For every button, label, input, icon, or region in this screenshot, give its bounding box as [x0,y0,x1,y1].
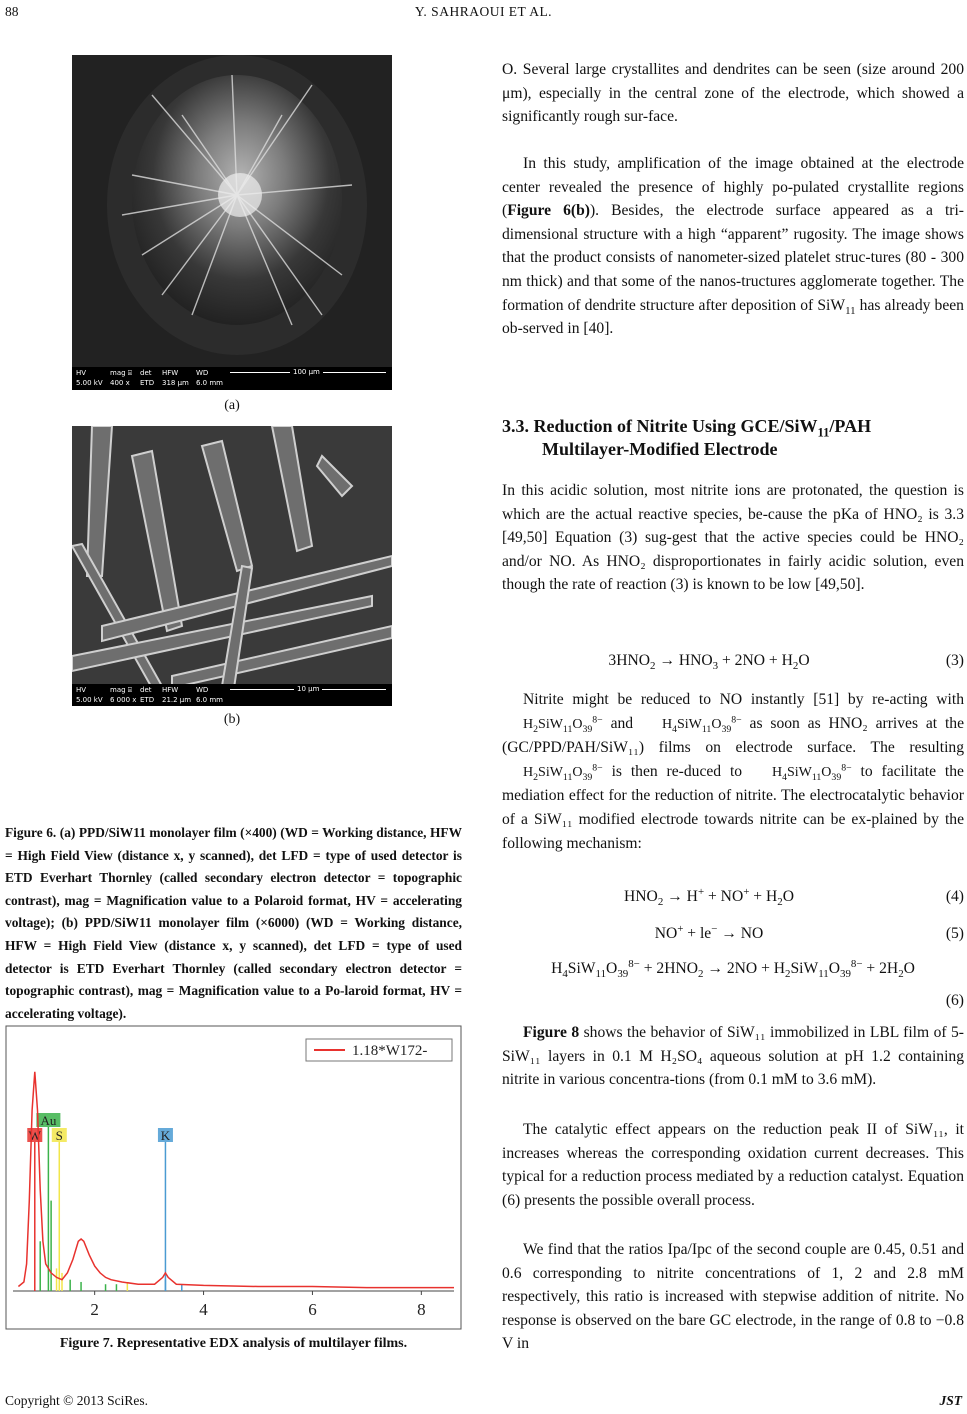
figure6-caption: Figure 6. (a) PPD/SiW11 monolayer film (×400) (WD = Working distance, HFW = High Field View (distance x, y scanned), det LFD = type of used detector is ETD Everhart Thornley (called secondary electron detector = topographic contrast), mag = Magnification value to a Polaroid format, HV = accelerating voltage); (b) PPD/SiW11 monolayer film (×6000) (WD = Working distance, HFW = High Field View (distance x, y scanned), det LFD = type of used detector is ETD Everhart Thornley (called secondary electron detector = topographic contrast), mag = Magnification value to a Po-laroid format, HV = accelerating voltage). [5,825,462,1021]
legend [306,1039,452,1061]
figure-6b-ref: Figure 6(b) [507,202,590,220]
equation-6-number-row [502,992,964,1016]
element-label-au: Au [40,1113,57,1128]
p4-text-c: is then re-duced to [611,762,743,780]
edx-chart [5,1025,462,1330]
equation-6-body: $H_4SiW_{11}O_{39}^{8-} + 2HNO_2 \to 2NO + H_2SiW_{11}O_{39}^{8-} + 2H_2O$ [551,957,915,981]
det-value: ETD [140,696,155,704]
element-label-w: W [28,1128,41,1143]
equation-5-number: (5) [945,925,964,942]
sem-databar-b [72,684,392,706]
copyright: Copyright © 2013 SciRes. [5,1393,149,1408]
paragraph-1-text: O. Several large crystallites and dendrites can be seen (size around 200 μm), especially in the central zone of the electrode, which showed a significantly rough sur-face. [502,61,964,126]
figure6a-caption: (a) [224,398,240,413]
element-label-k: K [160,1128,171,1143]
section-title-a: Reduction of Nitrite Using GCE/SiW [533,416,818,436]
section-heading [502,415,964,461]
equation-5-body: NO+ + le− → NO [654,922,764,942]
mag-value: 6 000 x [110,696,137,704]
x-tick-label: 2 [90,1300,99,1319]
mag-value: 400 x [110,379,130,387]
det-label: det [140,369,152,377]
x-tick-label: 8 [417,1300,426,1319]
journal-name: JST [939,1393,962,1408]
legend-label: 1.18*W172- [352,1043,428,1059]
figure7-caption: Figure 7. Representative EDX analysis of multilayer films. [59,1336,408,1351]
sem-image-a [72,55,392,390]
equation-3 [502,652,964,676]
p4-text-a: Nitrite might be reduced to NO instantly [51] by re-acting with [523,691,964,708]
sem-image-b [72,426,392,706]
formula-h4siw11o39: $H_4SiW_{11}O_{39}^{8-}$ [661,713,742,735]
equation-3-number: (3) [945,652,964,669]
wd-label: WD [196,686,209,694]
equation-5 [502,922,964,949]
section-number: 3.3. [502,416,529,436]
mag-label: mag ⌸ [110,686,132,694]
hv-value: 5.00 kV [76,379,103,387]
p6-text: The catalytic effect appears on the reduction peak II of SiW₁₁, it increases whereas the corresponding oxidation current decreases. This typical for a reduction process mediated by a reduction catalyst. Equation (6) presents the possible overall process. [502,1121,964,1209]
figure6b-caption: (b) [223,712,241,727]
paragraph-7 [502,1238,964,1356]
paragraph-6 [502,1118,964,1212]
det-label: det [140,686,152,694]
page-number: 88 [5,4,19,19]
equation-4-body: $HNO_2 \to H^+ + NO^+ + H_2O$ [624,885,794,909]
sem-databar-a [72,367,392,390]
equation-6-number: (6) [945,992,964,1009]
page-header [0,4,967,24]
paragraph-2 [502,152,964,341]
formula-h2siw11o39: $H_2SiW_{11}O_{39}^{8-}$ [523,713,603,735]
hv-label: HV [76,686,87,694]
paragraph-3-text: In this acidic solution, most nitrite ions are protonated, the question is which are the actual reactive species, be-cause the pKa of HNO₂ is 3.3 [49,50] Equation (3) sug-gest that the active species could be HNO₂ and/or NO. As HNO₂ disproportionates in fairly acidic solution, even though the rate of reaction (3) is known to be low [49,50]. [502,482,964,594]
equation-4-number: (4) [945,888,964,905]
hfw-label: HFW [162,369,179,377]
p2-sub: 11 [845,304,856,317]
edx-chart-svg [5,1025,462,1330]
p2-text-b: ). Besides, the electrode surface appeared as a tri-dimensional structure with a high “apparent” rugosity. The image shows that the product consists of nanometer-sized platelet struc-tures (80 - 300 nm thick) and that some of the nanos-tructures agglomerate together. The formation of dendrite structure after deposition of SiW [502,202,964,314]
paragraph-1 [502,58,964,129]
wd-label: WD [196,369,209,377]
scale-bar-label: 10 µm [294,684,322,694]
equation-4 [502,885,964,912]
p2-text-a: In this study, amplification of the image obtained at the electrode center revealed the presence of highly po-pulated crystallite regions ( [502,155,964,220]
running-title: Y. SAHRAOUI ET AL. [414,4,553,19]
wd-value: 6.0 mm [196,696,223,704]
section-title-line2: Multilayer-Modified Electrode [542,439,778,459]
p4-text-d: to facilitate the mediation effect for the reduction of nitrite. The electrocatalytic behavior of a SiW₁₁ modified electrode towards nitrite can be ex-plained by the following mechanism: [502,762,964,852]
paragraph-3 [502,479,964,597]
element-label-s: S [55,1128,63,1143]
x-tick-label: 4 [199,1300,208,1319]
p2-text-c: has already been ob-served in [40]. [502,296,964,338]
det-value: ETD [140,379,155,387]
figure-8-ref: Figure 8 [523,1024,580,1041]
x-tick-label: 6 [308,1300,317,1319]
hv-value: 5.00 kV [76,696,103,704]
p7-text: We find that the ratios Ipa/Ipc of the second couple are 0.45, 0.51 and 0.6 corresponding to nitrite concentrations of 1, 2 and 2.8 mM respectively, this ratio is increased with stepwise addition of nitrite. No response is observed on the bare GC electrode, in the range of 0.8 to −0.8 V in [502,1241,964,1353]
paragraph-5 [502,1021,964,1092]
p5-text: shows the behavior of SiW₁₁ immobilized in LBL film of 5-SiW₁₁ layers in 0.1 M H₂SO₄ aqueous solution at pH 1.2 containing nitrite in various concentra-tions (from 0.1 mM to 3.6 mM). [502,1024,964,1089]
equation-6 [502,957,964,984]
scale-bar-label: 100 µm [290,367,323,377]
hfw-value: 21.2 µm [162,696,192,704]
hv-label: HV [76,369,87,377]
section-title-sub: 11 [817,425,830,440]
wd-value: 6.0 mm [196,379,223,387]
p4-text-b: as soon as HNO₂ arrives at the (GC/PPD/PAH/SiW₁₁) films on electrode surface. The resulting [502,714,965,757]
formula-h4siw11o39-2: $H_4SiW_{11}O_{39}^{8-}$ [771,762,852,783]
section-title-b: /PAH [829,416,872,436]
paragraph-4 [502,688,964,855]
hfw-value: 318 µm [162,379,189,387]
mag-label: mag ⌸ [110,369,132,377]
hfw-label: HFW [162,686,179,694]
equation-3-body: $3HNO_2 \to HNO_3 + 2NO + H_2O$ [608,652,810,673]
formula-h2siw11o39-2: $H_2SiW_{11}O_{39}^{8-}$ [523,762,603,783]
p4-and: and [610,714,634,732]
